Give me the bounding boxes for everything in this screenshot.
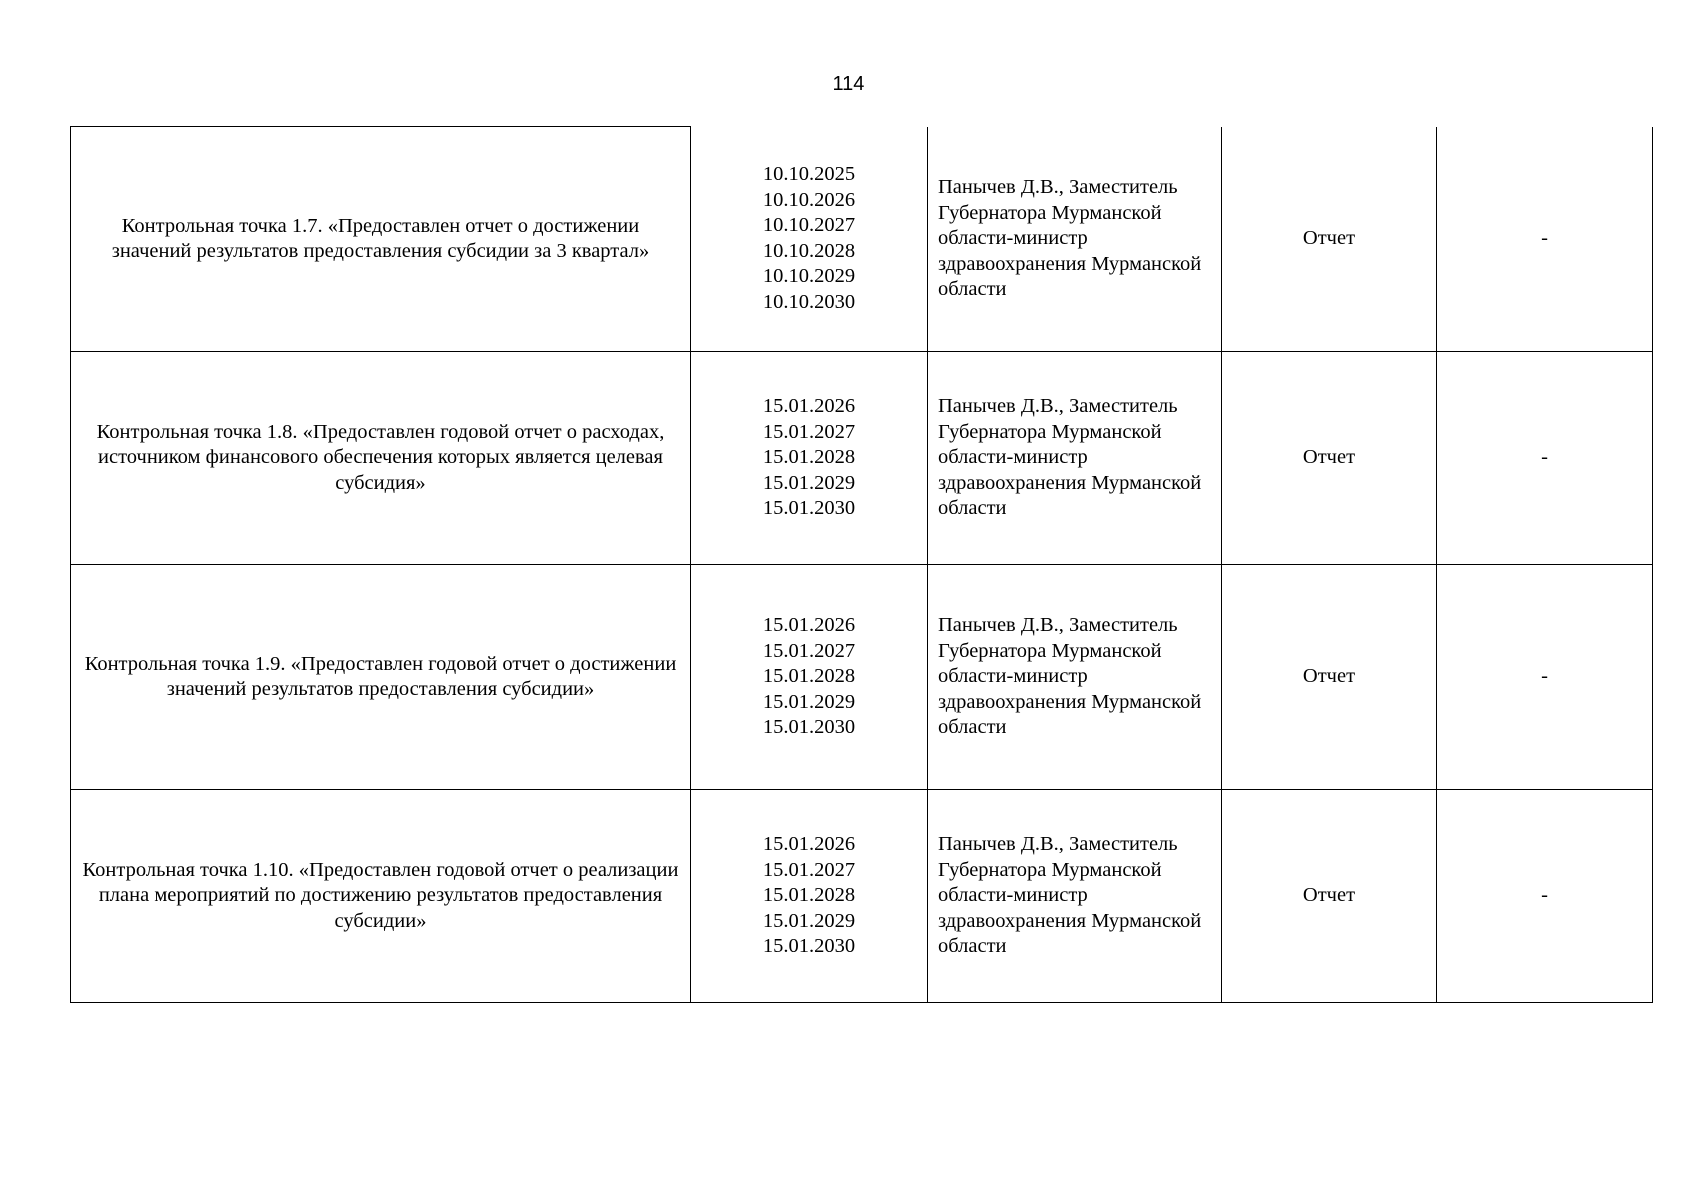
responsible-text: Панычев Д.В., Заместитель Губернатора Мурманской области-министр здравоохранения Мурманской области bbox=[938, 395, 1202, 520]
note-text: - bbox=[1541, 665, 1548, 688]
note-cell bbox=[1437, 790, 1653, 1003]
note-text: - bbox=[1541, 884, 1548, 907]
note-text: - bbox=[1541, 446, 1548, 469]
document-type-text: Отчет bbox=[1302, 665, 1356, 688]
due-dates-cell bbox=[691, 565, 928, 790]
due-dates-cell bbox=[691, 127, 928, 352]
document-type-text: Отчет bbox=[1302, 227, 1356, 249]
table-row bbox=[71, 352, 1653, 565]
table-row bbox=[71, 127, 1653, 352]
responsible-text: Панычев Д.В., Заместитель Губернатора Мурманской области-министр здравоохранения Мурманской области bbox=[938, 833, 1202, 958]
due-date: 15.01.2026 bbox=[762, 833, 856, 856]
document-type bbox=[1222, 127, 1437, 352]
document-type-text: Отчет bbox=[1302, 446, 1356, 469]
control-point-description bbox=[71, 565, 691, 790]
due-date: 15.01.2029 bbox=[762, 471, 856, 494]
due-date: 15.01.2027 bbox=[762, 858, 856, 881]
responsible-person bbox=[928, 127, 1222, 352]
due-date: 10.10.2027 bbox=[762, 214, 856, 237]
due-date: 15.01.2029 bbox=[762, 909, 856, 932]
note-text: - bbox=[1541, 227, 1548, 249]
page-number: 114 bbox=[832, 73, 865, 95]
description-text: Контрольная точка 1.9. «Предоставлен годовой отчет о достижении значений результатов предоставления субсидии» bbox=[84, 652, 677, 700]
due-date: 10.10.2028 bbox=[762, 239, 856, 262]
due-date: 10.10.2030 bbox=[762, 290, 856, 313]
table-row bbox=[71, 565, 1653, 790]
due-date: 15.01.2026 bbox=[762, 614, 856, 637]
due-date: 15.01.2027 bbox=[762, 639, 856, 662]
control-point-description bbox=[71, 790, 691, 1003]
document-type bbox=[1222, 790, 1437, 1003]
due-dates-cell bbox=[691, 352, 928, 565]
responsible-person bbox=[928, 565, 1222, 790]
description-text: Контрольная точка 1.8. «Предоставлен годовой отчет о расходах, источником финансового обеспечения которых является целевая субсидия» bbox=[96, 420, 665, 494]
due-date: 15.01.2026 bbox=[762, 395, 856, 418]
document-type-text: Отчет bbox=[1302, 884, 1356, 907]
control-point-description bbox=[71, 352, 691, 565]
due-date: 15.01.2027 bbox=[762, 420, 856, 443]
due-date: 15.01.2028 bbox=[762, 884, 856, 907]
due-date: 15.01.2029 bbox=[762, 690, 856, 713]
due-date: 10.10.2025 bbox=[762, 163, 856, 186]
due-date: 15.01.2028 bbox=[762, 665, 856, 688]
document-type bbox=[1222, 565, 1437, 790]
responsible-person bbox=[928, 352, 1222, 565]
note-cell bbox=[1437, 565, 1653, 790]
table-row bbox=[71, 790, 1653, 1003]
responsible-person bbox=[928, 790, 1222, 1003]
note-cell bbox=[1437, 352, 1653, 565]
due-date: 10.10.2026 bbox=[762, 188, 856, 211]
control-points-table bbox=[70, 126, 1653, 1003]
due-dates-cell bbox=[691, 790, 928, 1003]
responsible-text: Панычев Д.В., Заместитель Губернатора Мурманской области-министр здравоохранения Мурманской области bbox=[938, 176, 1202, 300]
due-date: 15.01.2028 bbox=[762, 446, 856, 469]
description-text: Контрольная точка 1.7. «Предоставлен отчет о достижении значений результатов предоставления субсидии за 3 квартал» bbox=[111, 214, 650, 262]
description-text: Контрольная точка 1.10. «Предоставлен годовой отчет о реализации плана мероприятий по достижению результатов предоставления субсидии» bbox=[82, 858, 679, 932]
due-date: 15.01.2030 bbox=[762, 935, 856, 958]
due-date: 15.01.2030 bbox=[762, 716, 856, 739]
due-date: 10.10.2029 bbox=[762, 265, 856, 288]
control-point-description bbox=[71, 127, 691, 352]
note-cell bbox=[1437, 127, 1653, 352]
responsible-text: Панычев Д.В., Заместитель Губернатора Мурманской области-министр здравоохранения Мурманской области bbox=[938, 614, 1202, 739]
document-type bbox=[1222, 352, 1437, 565]
due-date: 15.01.2030 bbox=[762, 497, 856, 520]
